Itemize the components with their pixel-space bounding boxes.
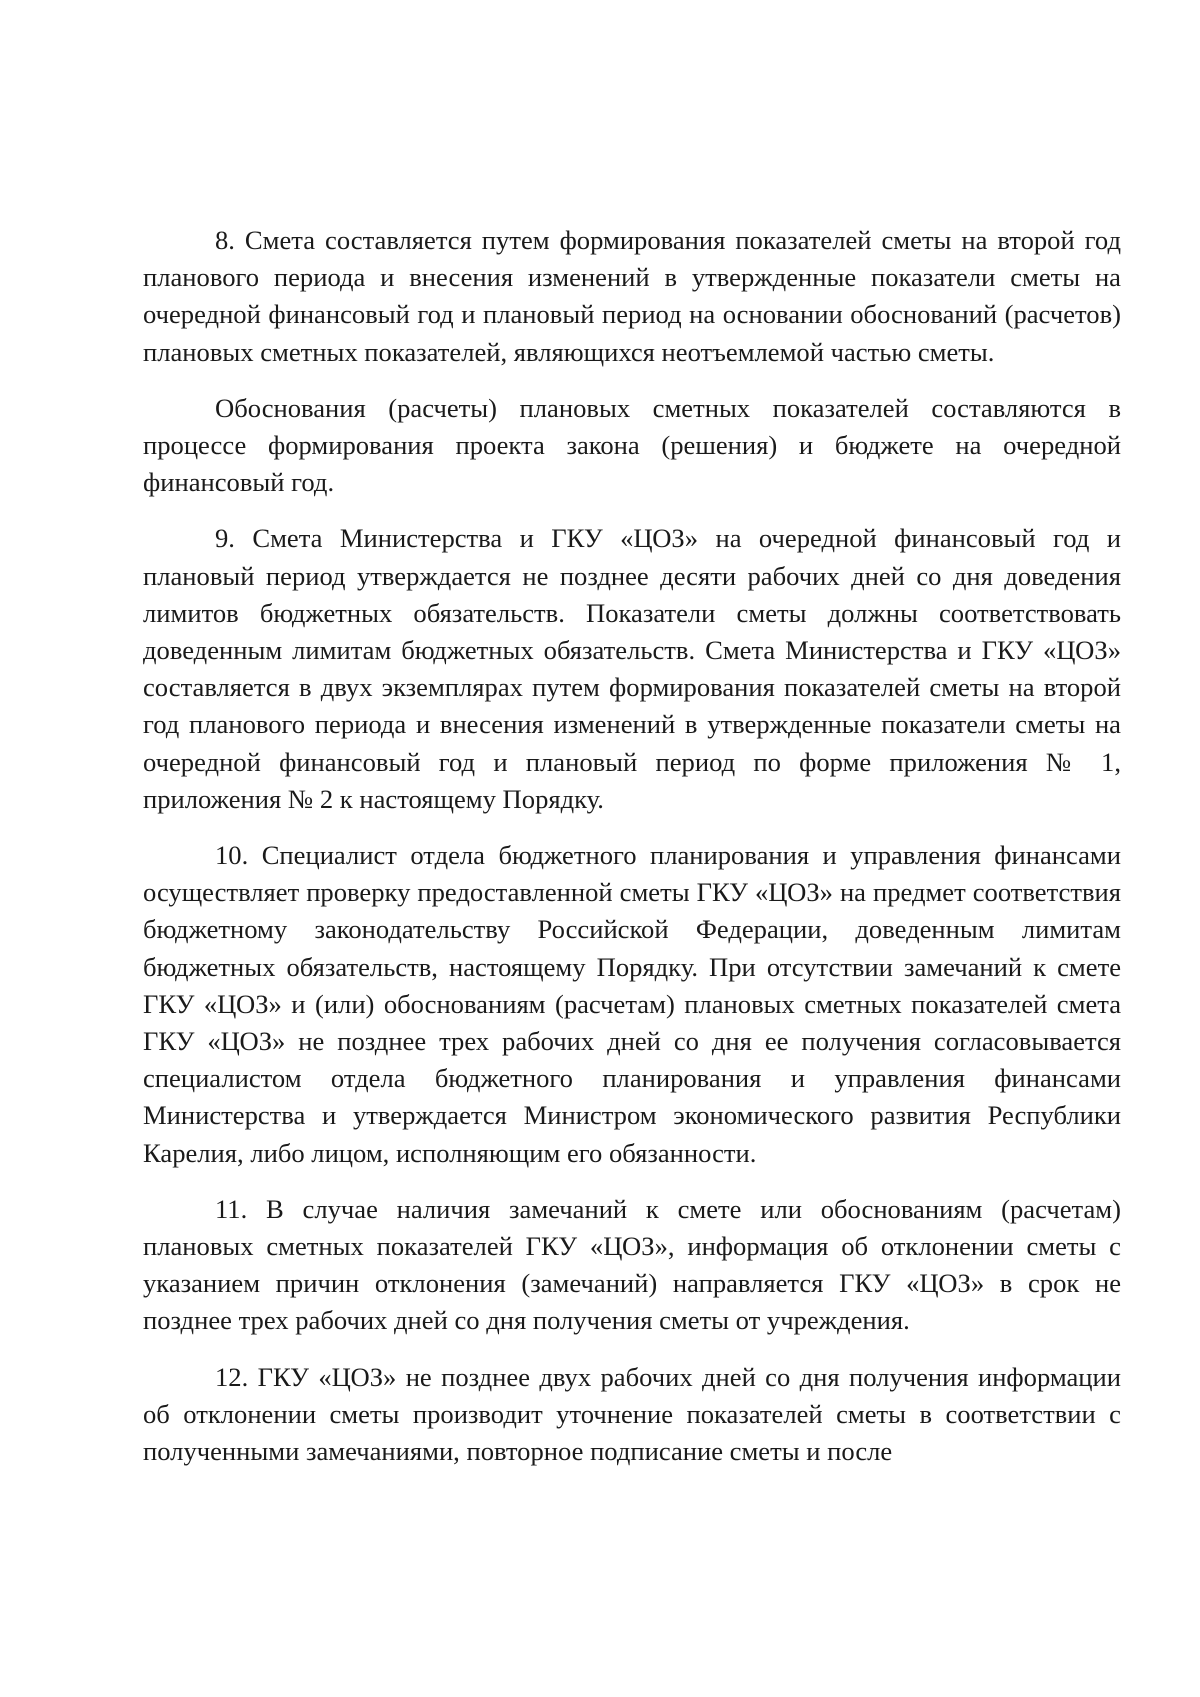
paragraph-9: 9. Смета Министерства и ГКУ «ЦОЗ» на очередной финансовый год и плановый период утверждается не позднее десяти рабочих дней со дня доведения лимитов бюджетных обязательств. Показатели сметы должны соответствовать доведенным лимитам бюджетных обязательств. Смета Министерства и ГКУ «ЦОЗ» составляется в двух экземплярах путем формирования показателей сметы на второй год планового периода и внесения изменений в утвержденные показатели сметы на очередной финансовый год и плановый период по форме приложения № 1, приложения № 2 к настоящему Порядку. xyxy=(143,523,1121,814)
paragraph-8: 8. Смета составляется путем формирования показателей сметы на второй год планового периода и внесения изменений в утвержденные показатели сметы на очередной финансовый год и плановый период на основании обоснований (расчетов) плановых сметных показателей, являющихся неотъемлемой частью сметы. xyxy=(143,225,1121,367)
document-body xyxy=(143,222,1121,1489)
paragraph-10: 10. Специалист отдела бюджетного планирования и управления финансами осуществляет проверку предоставленной сметы ГКУ «ЦОЗ» на предмет соответствия бюджетному законодательству Российской Федерации, доведенным лимитам бюджетных обязательств, настоящему Порядку. При отсутствии замечаний к смете ГКУ «ЦОЗ» и (или) обоснованиям (расчетам) плановых сметных показателей смета ГКУ «ЦОЗ» не позднее трех рабочих дней со дня ее получения согласовывается специалистом отдела бюджетного планирования и управления финансами Министерства и утверждается Министром экономического развития Республики Карелия, либо лицом, исполняющим его обязанности. xyxy=(143,840,1121,1168)
paragraph-11: 11. В случае наличия замечаний к смете или обоснованиям (расчетам) плановых сметных показателей ГКУ «ЦОЗ», информация об отклонении сметы с указанием причин отклонения (замечаний) направляется ГКУ «ЦОЗ» в срок не позднее трех рабочих дней со дня получения сметы от учреждения. xyxy=(143,1193,1121,1336)
paragraph-12: 12. ГКУ «ЦОЗ» не позднее двух рабочих дней со дня получения информации об отклонении сметы производит уточнение показателей сметы в соответствии с полученными замечаниями, повторное подписание сметы и после xyxy=(143,1361,1121,1467)
paragraph-8-justification: Обоснования (расчеты) плановых сметных показателей составляются в процессе формирования проекта закона (решения) и бюджете на очередной финансовый год. xyxy=(143,392,1121,498)
